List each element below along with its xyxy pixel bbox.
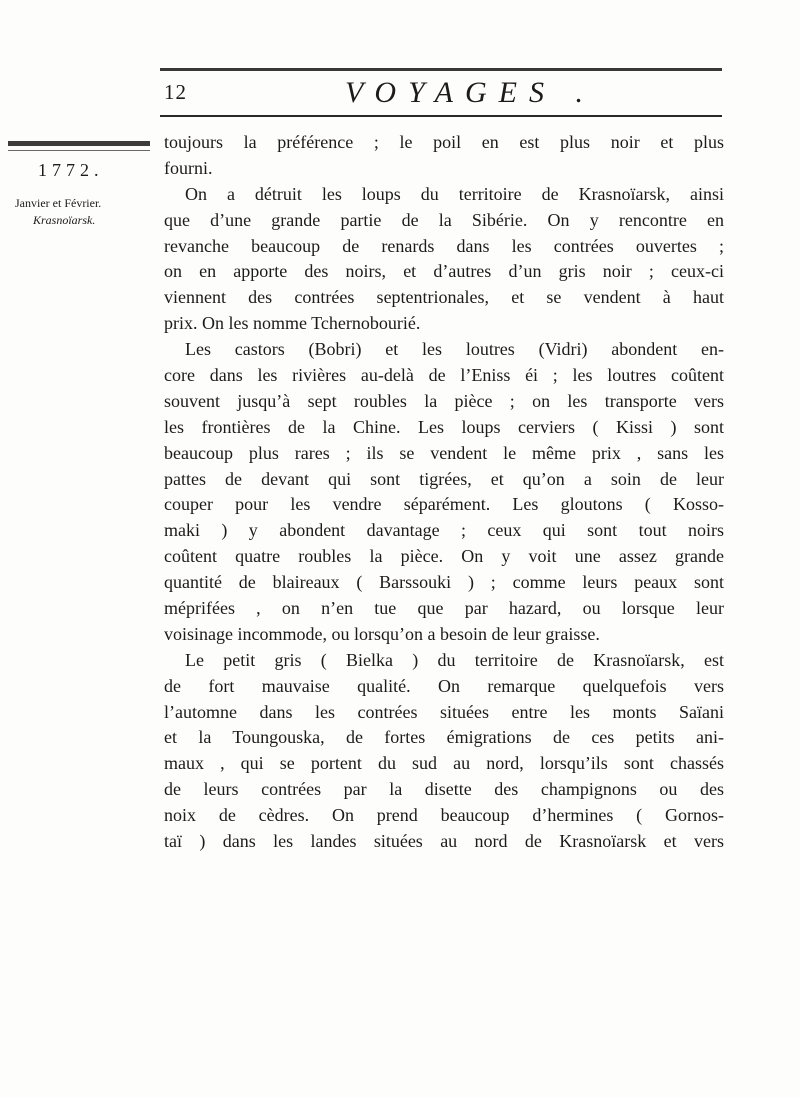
text-line: on en apporte des noirs, et d’autres d’un gris noir ; ceux-ci	[164, 261, 724, 282]
text-line: coûtent quatre roubles la pièce. On y voit une assez grande	[164, 546, 724, 567]
text-line: toujours la préférence ; le poil en est plus noir et plus	[164, 132, 724, 152]
header-rule-top	[160, 68, 722, 71]
text-line: et la Toungouska, de fortes émigrations de ces petits ani-	[164, 727, 724, 748]
text-line: quantité de blaireaux ( Barssouki ) ; comme leurs peaux sont	[164, 572, 724, 593]
text-line: l’automne dans les contrées situées entre les monts Saïani	[164, 701, 724, 722]
text-line: On a détruit les loups du territoire de Krasnoïarsk, ainsi	[185, 183, 724, 204]
text-line: Le petit gris ( Bielka ) du territoire de Krasnoïarsk, est	[185, 649, 724, 670]
margin-year: 1772.	[38, 160, 104, 180]
text-line: prix. On les nomme Tchernobourié.	[164, 313, 421, 334]
text-line: voisinage incommode, ou lorsqu’on a besoin de leur graisse.	[164, 623, 600, 644]
text-line: de leurs contrées par la disette des champignons ou des	[164, 779, 724, 800]
text-line: méprifées , on n’en tue que par hazard, ou lorsque leur	[164, 598, 724, 619]
text-line: revanche beaucoup de renards dans les contrées ouvertes ;	[164, 235, 724, 256]
text-line: maki ) y abondent davantage ; ceux qui sont tout noirs	[164, 520, 724, 541]
text-line: pattes de devant qui sont tigrées, et qu’on a soin de leur	[164, 468, 724, 489]
text-line: de fort mauvaise qualité. On remarque quelquefois vers	[164, 675, 724, 696]
text-line: Les castors (Bobri) et les loutres (Vidri) abondent en-	[185, 339, 724, 360]
margin-rule-thin	[8, 150, 150, 151]
text-line: fourni.	[164, 157, 213, 178]
header-rule-bottom	[160, 115, 722, 117]
text-line: maux , qui se portent du sud au nord, lorsqu’ils sont chassés	[164, 753, 724, 774]
page-number: 12	[164, 80, 187, 104]
text-line: couper pour les vendre séparément. Les gloutons ( Kosso-	[164, 494, 724, 515]
margin-rule	[8, 141, 150, 146]
text-line: taï ) dans les landes situées au nord de Krasnoïarsk et vers	[164, 831, 724, 852]
text-line: viennent des contrées septentrionales, et se vendent à haut	[164, 287, 724, 308]
margin-months: Janvier et Février.	[15, 196, 102, 210]
running-title: VOYAGES .	[345, 76, 596, 109]
text-line: les frontières de la Chine. Les loups cerviers ( Kissi ) sont	[164, 416, 724, 437]
text-line: souvent jusqu’à sept roubles la pièce ; on les transporte vers	[164, 390, 724, 411]
text-line: core dans les rivières au-delà de l’Eniss éi ; les loutres coûtent	[164, 365, 724, 386]
body-text	[164, 130, 724, 855]
text-line: que d’une grande partie de la Sibérie. On y rencontre en	[164, 209, 724, 230]
margin-place: Krasnoïarsk.	[33, 213, 96, 227]
text-line: beaucoup plus rares ; ils se vendent le même prix , sans les	[164, 442, 724, 463]
text-line: noix de cèdres. On prend beaucoup d’hermines ( Gornos-	[164, 805, 724, 826]
